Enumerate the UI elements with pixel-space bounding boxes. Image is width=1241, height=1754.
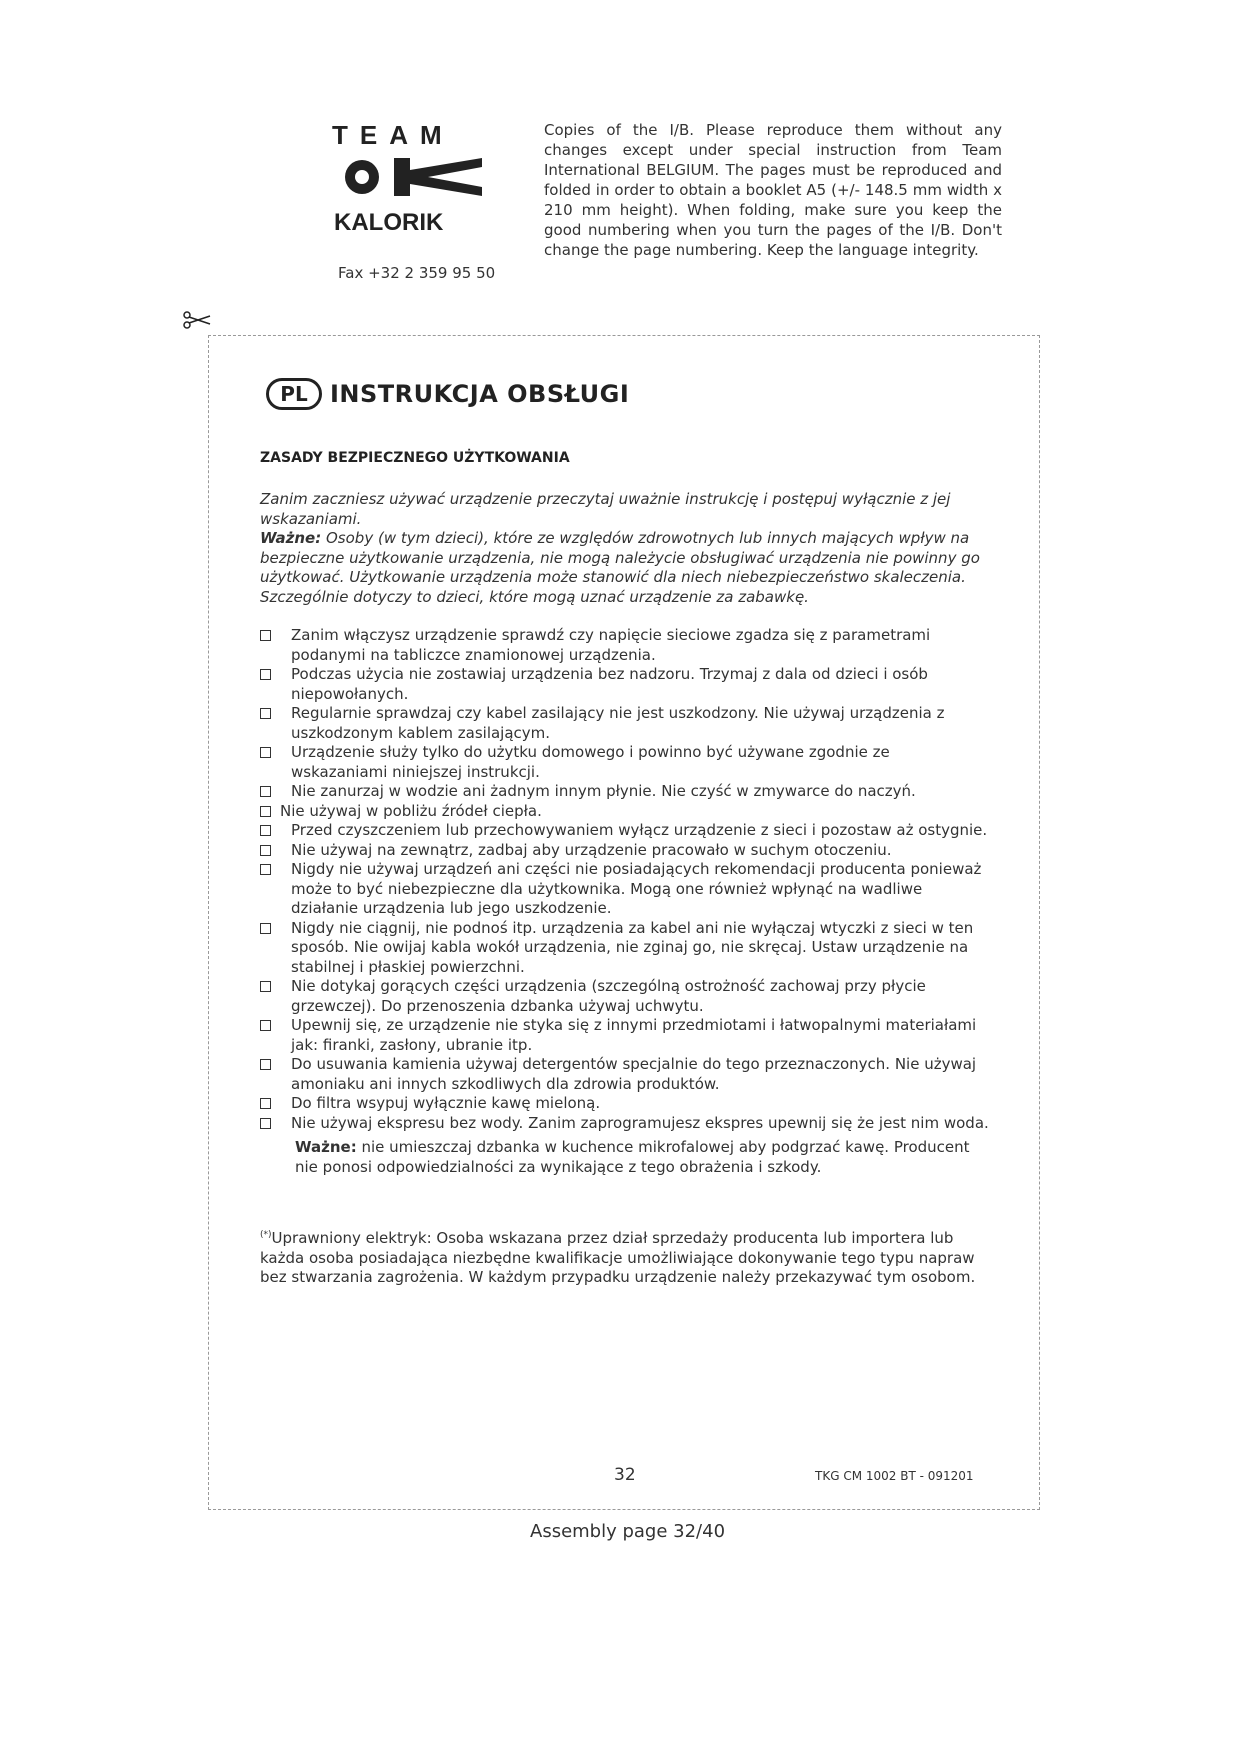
page-number: 32 bbox=[614, 1465, 636, 1485]
logo-k-shape bbox=[394, 158, 482, 196]
list-item-text: Przed czyszczeniem lub przechowywaniem wyłącz urządzenie z sieci i pozostaw aż ostygnie. bbox=[291, 821, 988, 839]
list-item bbox=[260, 802, 990, 822]
list-item bbox=[260, 977, 990, 1016]
list-item-text: Nie dotykaj gorących części urządzenia (szczególną ostrożność zachowaj przy płycie grzewczej). Do przenoszenia dzbanka używaj uchwytu. bbox=[291, 977, 926, 1015]
checkbox-bullet-icon bbox=[260, 1059, 271, 1070]
list-item-text: Nie używaj w pobliżu źródeł ciepła. bbox=[280, 801, 542, 820]
logo-team-text: TEAM bbox=[332, 120, 454, 150]
checkbox-bullet-icon bbox=[260, 845, 271, 856]
checkbox-bullet-icon bbox=[260, 747, 271, 758]
list-item bbox=[260, 1114, 990, 1134]
list-item-text: Nie zanurzaj w wodzie ani żadnym innym płynie. Nie czyść w zmywarce do naczyń. bbox=[291, 782, 916, 800]
document-code: TKG CM 1002 BT - 091201 bbox=[815, 1469, 974, 1483]
list-item bbox=[260, 626, 990, 665]
list-item-text: Nie używaj ekspresu bez wody. Zanim zaprogramujesz ekspres upewnij się że jest nim woda. bbox=[291, 1113, 989, 1132]
manual-title: INSTRUKCJA OBSŁUGI bbox=[330, 380, 630, 408]
checkbox-bullet-icon bbox=[260, 708, 271, 719]
reproduction-instructions: Copies of the I/B. Please reproduce them without any changes except under special instruction from Team International BELGIUM. The pages must be reproduced and folded in order to obtain a booklet A5 (+/- 148.5 mm width x 210 mm height). When folding, make sure you keep the good numbering when you turn the pages of the I/B. Don't change the page numbering. Keep the language integrity. bbox=[544, 121, 1002, 259]
list-item bbox=[260, 782, 990, 802]
list-item bbox=[260, 841, 990, 861]
list-item bbox=[260, 919, 990, 978]
checkbox-bullet-icon bbox=[260, 864, 271, 875]
intro-paragraph: Zanim zaczniesz używać urządzenie przeczytaj uważnie instrukcję i postępuj wyłącznie z jej wskazaniami. bbox=[260, 490, 951, 528]
list-item-text: Upewnij się, ze urządzenie nie styka się z innymi przedmiotami i łatwopalnymi materiałami jak: firanki, zasłony, ubranie itp. bbox=[291, 1016, 977, 1054]
checkbox-bullet-icon bbox=[260, 923, 271, 934]
team-kalorik-logo bbox=[332, 120, 492, 235]
list-item-text: Nigdy nie ciągnij, nie podnoś itp. urządzenia za kabel ani nie wyłączaj wtyczki z sieci w ten sposób. Nie owijaj kabla wokół urządzenia, nie zginaj go, nie skręcaj. Ustaw urządzenie na stabilnej i płaskiej powierzchni. bbox=[291, 918, 974, 976]
footnote-text: Uprawniony elektryk: Osoba wskazana przez dział sprzedaży producenta lub importera lub każda osoba posiadająca niezbędne kwalifikacje umożliwiające dokonywanie tego typu napraw bez stwarzania zagrożenia. W każdym przypadku urządzenie należy przekazywać tym osobom. bbox=[260, 1229, 976, 1286]
section-title: ZASADY BEZPIECZNEGO UŻYTKOWANIA bbox=[260, 450, 570, 466]
assembly-page-label: Assembly page 32/40 bbox=[530, 1521, 726, 1542]
list-item-text: Do usuwania kamienia używaj detergentów specjalnie do tego przeznaczonych. Nie używaj amoniaku ani innych szkodliwych dla zdrowia produktów. bbox=[291, 1055, 977, 1093]
list-item-text: Do filtra wsypuj wyłącznie kawę mieloną. bbox=[291, 1094, 601, 1112]
footnote bbox=[260, 1226, 980, 1288]
fax-number: Fax +32 2 359 95 50 bbox=[338, 264, 496, 282]
logo-kalorik-text: KALORIK bbox=[334, 209, 444, 235]
checkbox-bullet-icon bbox=[260, 981, 271, 992]
scissors-icon bbox=[182, 311, 212, 329]
microwave-note bbox=[295, 1138, 990, 1177]
language-badge: PL bbox=[266, 378, 322, 410]
list-item bbox=[260, 860, 990, 919]
list-item-text: Urządzenie służy tylko do użytku domowego i powinno być używane zgodnie ze wskazaniami niniejszej instrukcji. bbox=[291, 743, 890, 781]
checkbox-bullet-icon bbox=[260, 825, 271, 836]
checkbox-bullet-icon bbox=[260, 630, 271, 641]
checkbox-bullet-icon bbox=[260, 669, 271, 680]
important-label: Ważne: bbox=[260, 529, 322, 547]
note-text: nie umieszczaj dzbanka w kuchence mikrofalowej aby podgrzać kawę. Producent nie ponosi odpowiedzialności za wynikające z tego obrażenia i szkody. bbox=[295, 1138, 970, 1176]
list-item bbox=[260, 704, 990, 743]
list-item bbox=[260, 665, 990, 704]
checkbox-bullet-icon bbox=[260, 1118, 271, 1129]
list-item-text: Zanim włączysz urządzenie sprawdź czy napięcie sieciowe zgadza się z parametrami podanymi na tabliczce znamionowej urządzenia. bbox=[291, 626, 931, 664]
safety-list bbox=[260, 626, 990, 1177]
note-label: Ważne: bbox=[295, 1138, 357, 1156]
checkbox-bullet-icon bbox=[260, 806, 271, 817]
list-item bbox=[260, 1094, 990, 1114]
list-item bbox=[260, 821, 990, 841]
intro-important bbox=[260, 529, 980, 607]
list-item-text: Nie używaj na zewnątrz, zadbaj aby urządzenie pracowało w suchym otoczeniu. bbox=[291, 840, 892, 859]
checkbox-bullet-icon bbox=[260, 786, 271, 797]
checkbox-bullet-icon bbox=[260, 1020, 271, 1031]
important-text: Osoby (w tym dzieci), które ze względów zdrowotnych lub innych mających wpływ na bezpieczne użytkowanie urządzenia, nie mogą należycie obsługiwać urządzenia nie powinny go użytkować. Użytkowanie urządzenia może stanowić dla niech niebezpieczeństwo skaleczenia. Szczególnie dotyczy to dzieci, które mogą uznać urządzenie za zabawkę. bbox=[260, 529, 980, 606]
list-item-text: Regularnie sprawdzaj czy kabel zasilający nie jest uszkodzony. Nie używaj urządzenia z uszkodzonym kablem zasilającym. bbox=[291, 704, 945, 742]
list-item bbox=[260, 1055, 990, 1094]
list-item-text: Podczas użycia nie zostawiaj urządzenia bez nadzoru. Trzymaj z dala od dzieci i osób niepowołanych. bbox=[291, 665, 928, 703]
list-item bbox=[260, 743, 990, 782]
list-item-text: Nigdy nie używaj urządzeń ani części nie posiadających rekomendacji producenta ponieważ może to być niebezpieczne dla użytkownika. Mogą one również wpłynąć na wadliwe działanie urządzenia lub jego uszkodzenie. bbox=[291, 860, 982, 917]
manual-header bbox=[266, 374, 629, 414]
checkbox-bullet-icon bbox=[260, 1098, 271, 1109]
footnote-mark: (*) bbox=[260, 1230, 272, 1240]
list-item bbox=[260, 1016, 990, 1055]
intro-text bbox=[260, 490, 980, 607]
